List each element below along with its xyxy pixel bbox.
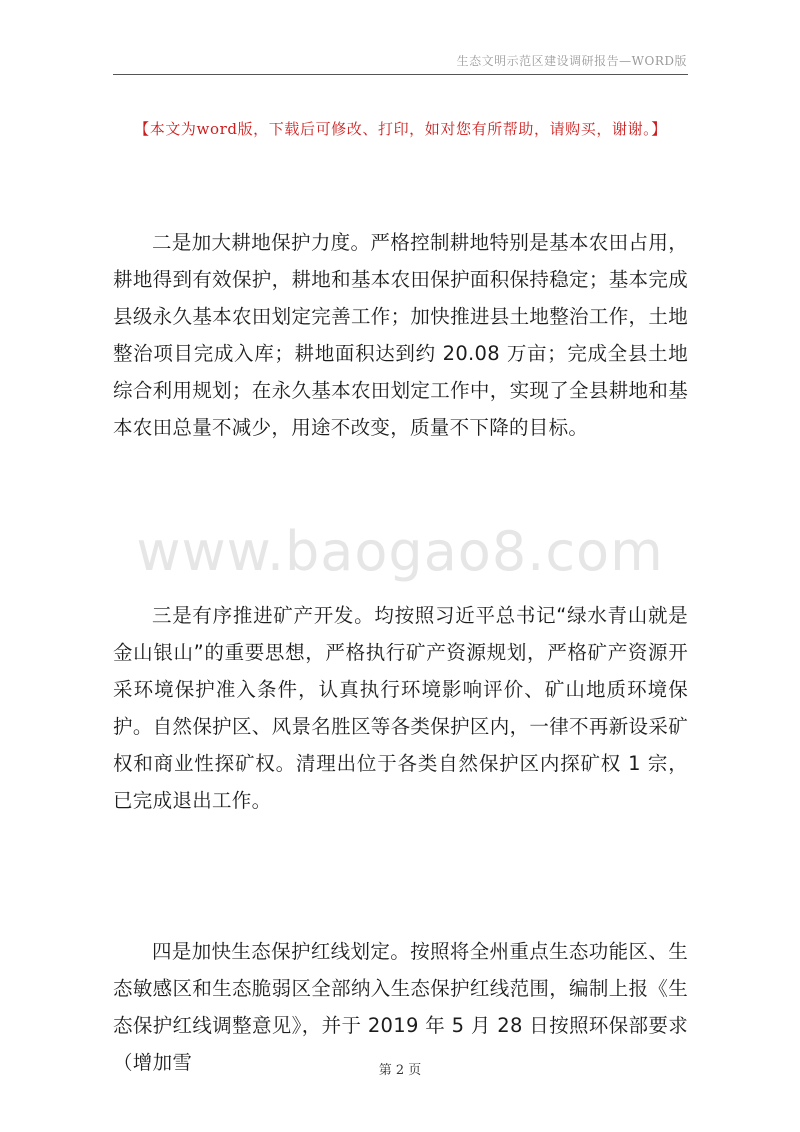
watermark-text: www.baogao8.com — [136, 520, 664, 583]
header-divider — [113, 74, 688, 75]
running-header: 生态文明示范区建设调研报告—WORD版 — [456, 54, 687, 68]
paragraph-farmland-protection: 二是加大耕地保护力度。严格控制耕地特别是基本农田占用，耕地得到有效保护，耕地和基本农田保护面积保持稳定；基本完成县级永久基本农田划定完善工作；加快推进县土地整治工作，土地整治项目完成入库；耕地面积达到约 20.08 万亩；完成全县土地综合利用规划；在永久基本农田划定工作中，实现了全县耕地和基本农田总量不减少，用途不改变，质量不下降的目标。 — [113, 230, 688, 439]
purchase-notice: 【本文为word版，下载后可修改、打印，如对您有所帮助，请购买，谢谢。】 — [134, 120, 667, 138]
paragraph-ecological-redline: 四是加快生态保护红线划定。按照将全州重点生态功能区、生态敏感区和生态脆弱区全部纳入生态保护红线范围，编制上报《生态保护红线调整意见》，并于 2019 年 5 月 28 日按照环保部要求（增加雪 — [113, 939, 688, 1074]
page-number: 第 2 页 — [378, 1063, 422, 1078]
paragraph-mineral-development: 三是有序推进矿产开发。均按照习近平总书记“绿水青山就是金山银山”的重要思想，严格执行矿产资源规划，严格矿产资源开采环境保护准入条件，认真执行环境影响评价、矿山地质环境保护。自然保护区、风景名胜区等各类保护区内，一律不再新设采矿权和商业性探矿权。清理出位于各类自然保护区内探矿权 1 宗，已完成退出工作。 — [113, 603, 688, 812]
